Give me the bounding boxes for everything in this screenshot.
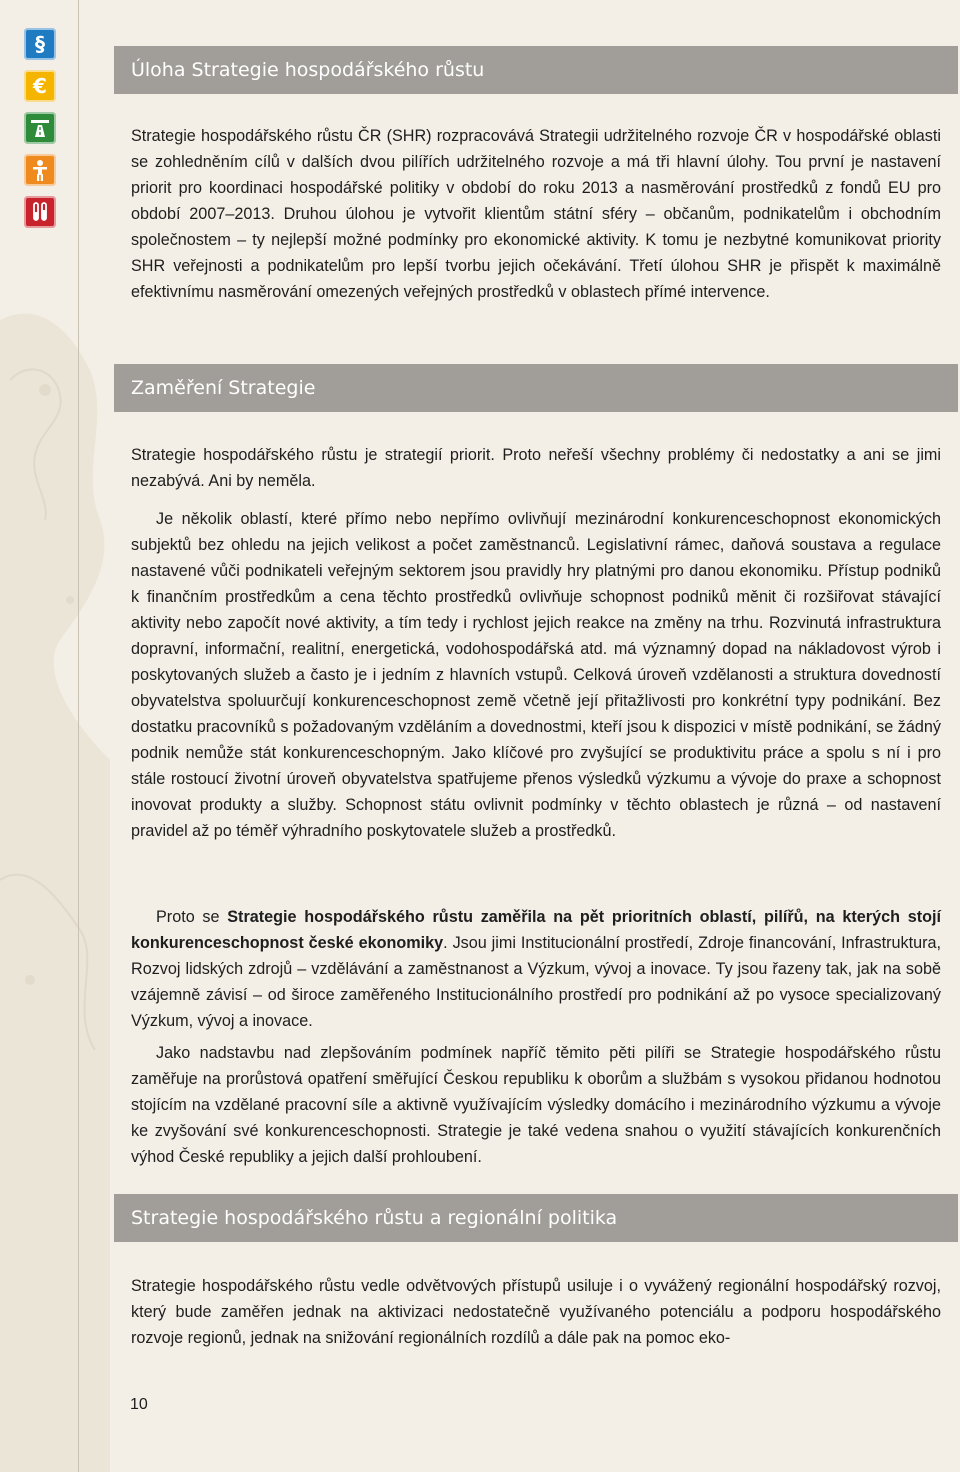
left-margin-rule	[78, 0, 79, 1472]
svg-text:€: €	[33, 75, 47, 97]
paragraph-icon	[24, 28, 56, 60]
focus-paragraph-4-text: Jako nadstavbu nad zlepšováním podmínek napříč těmito pěti pilíři se Strategie hospodářského růstu zaměřuje na prorůstová opatření směřující Českou republiku k oborům a službám s vysokou přidanou hodnotou stojícím na vzdělané pracovní síle a aktivně využívajícím výsledky domácího i mezinárodního výzkumu a vývoje ke zvyšování své konkurenceschopnosti. Strategie je také vedena snahou o využití stávajících konkurenčních výhod České republiky a jejich další prohloubení.	[131, 1044, 941, 1166]
focus-paragraph-2-text: Je několik oblastí, které přímo nebo nepřímo ovlivňují mezinárodní konkurenceschopnost ekonomických subjektů bez ohledu na jejich velikost a počet zaměstnanců. Legislativní rámec, daňová soustava a regulace nastavené vůči podnikateli veřejným sektorem jsou pravidly hry platnými pro danou ekonomiku. Přístup podniků k finančním prostředkům a cena těchto prostředků ovlivňuje schopnost podniků měnit či rozšiřovat stávající aktivity nebo započít nové aktivity, a tím tedy i rychlost jejich reakce na změny na trhu. Rozvinutá infrastruktura dopravní, informační, realitní, energetická, vodohospodářská atd. má významný dopad na nákladovost výrob i poskytovaných služeb a často je i jedním z hlavních vstupů. Celková úroveň vzdělanosti a struktura dovedností obyvatelstva spoluurčují konkurenceschopnost země včetně její přitažlivosti pro konkrétní typy podnikání. Bez dostatku pracovníků s požadovaným vzděláním a dovednostmi, kteří jsou k dispozici v místě podnikání, se žádný podnik nemůže stát konkurenceschopným. Jako klíčové pro zvyšující se produktivitu práce a spolu s ní i pro stále rostoucí životní úroveň obyvatelstva spatřujeme přenos výsledků výzkumu a vývoje do praxe a schopnost inovovat produkty a služby. Schopnost státu ovlivnit podmínky v těchto oblastech je různá – od nastavení pravidel až po téměř výhradního poskytovatele služeb a prostředků.	[131, 510, 941, 840]
role-paragraph: Strategie hospodářského růstu ČR (SHR) rozpracovává Strategii udržitelného rozvoje ČR v hospodářské oblasti se zohledněním cílů v dalších dvou pilířích udržitelného rozvoje a má tři hlavní úlohy. Tou první je nastavení priorit pro koordinaci hospodářské politiky v období do roku 2013 a nasměrování prostředků z fondů EU pro období 2007–2013. Druhou úlohou je vytvořit klientům státní sféry – občanům, podnikatelům i obchodním společnostem – ty nejlepší možné podmínky pro ekonomické aktivity. K tomu je nezbytné komunikovat priority SHR veřejnosti a podnikatelům pro lepší tvorbu jejich očekávání. Třetí úlohou SHR je přispět k maximálně efektivnímu nasměrování omezených veřejných prostředků v oblastech přímé intervence.	[131, 127, 941, 301]
section-heading-role: Úloha Strategie hospodářského růstu	[114, 46, 958, 94]
svg-text:§: §	[35, 32, 45, 56]
focus-paragraph-3-bold: Strategie hospodářského růstu zaměřila na pět prioritních oblastí, pilířů, na kterých stojí konkurenceschopnost české ekonomiky	[131, 908, 941, 952]
section-icon-column	[24, 28, 58, 238]
section-heading-focus: Zaměření Strategie	[114, 364, 958, 412]
highway-icon	[24, 112, 56, 144]
focus-paragraph-3-rest: . Jsou jimi Institucionální prostředí, Zdroje financování, Infrastruktura, Rozvoj lidských zdrojů – vzdělávání a zaměstnanost a Výzkum, vývoj a inovace. Ty jsou řazeny tak, jak na sobě vzájemně závisí – od široce zaměřeného Institucionálního prostředí pro podnikání až po vysoce specializovaný Výzkum, vývoj a inovace.	[131, 934, 941, 1030]
focus-paragraph-2	[131, 506, 941, 844]
focus-paragraph-4	[131, 1040, 941, 1170]
focus-paragraph-3	[131, 904, 941, 1034]
test-tubes-icon	[24, 196, 56, 228]
regional-paragraph: Strategie hospodářského růstu vedle odvětvových přístupů usiluje i o vyvážený regionální hospodářský rozvoj, který bude zaměřen jednak na aktivizaci nedostatečně využívaného potenciálu a podporu hospodářského rozvoje regionů, jednak na snižování regionálních rozdílů a dále pak na pomoc eko-	[131, 1277, 941, 1347]
euro-icon	[24, 70, 56, 102]
focus-paragraph-1: Strategie hospodářského růstu je strategií priorit. Proto neřeší všechny problémy či nedostatky a ani se jimi nezabývá. Ani by neměla.	[131, 446, 941, 490]
focus-paragraph-3-lead: Proto se	[156, 908, 228, 926]
person-icon	[24, 154, 56, 186]
section-heading-regional: Strategie hospodářského růstu a regionální politika	[114, 1194, 958, 1242]
page-number: 10	[130, 1396, 148, 1413]
